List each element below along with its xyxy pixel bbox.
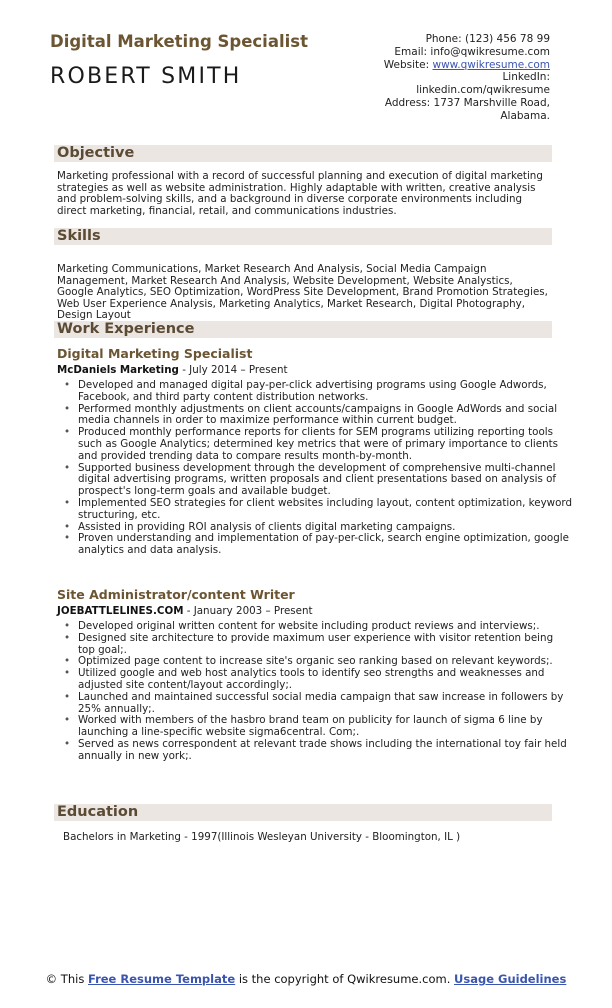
list-item: • Launched and maintained successful social media campaign that saw increase in followers by 25% annually;. [78,692,572,716]
job-2-bullets [58,621,572,763]
education-entry: Bachelors in Marketing - 1997(Illinois Wesleyan University - Bloomington, IL ) [63,831,461,843]
list-item: • Designed site architecture to provide maximum user experience with visitor retention being top goal;. [78,633,572,657]
job-title: Digital Marketing Specialist [50,32,308,51]
list-item: • Developed and managed digital pay-per-click advertising programs using Google Adwords, Facebook, and third party content distribution networks. [78,380,572,404]
list-item: • Utilized google and web host analytics tools to identify seo strengths and weaknesses and adjusted site content/layout accordingly;. [78,668,572,692]
person-name: ROBERT SMITH [50,64,242,89]
skills-heading-bar [54,228,552,245]
usage-guidelines-link[interactable]: Usage Guidelines [454,972,567,986]
education-heading-bar [54,804,552,821]
footer: © This Free Resume Template is the copyright of Qwikresume.com. Usage Guidelines [45,972,567,986]
job-1-dates: - July 2014 – Present [178,364,288,376]
contact-email: Email: info@qwikresume.com [394,45,550,58]
contact-address: Address: 1737 Marshville Road, [384,96,550,109]
list-item: • Worked with members of the hasbro brand team on publicity for launch of sigma 6 line by launching a line-specific website sigma6central. Com;. [78,715,572,739]
job-1-company-line [57,364,288,376]
list-item: • Assisted in providing ROI analysis of clients digital marketing campaigns. [78,522,572,534]
list-item: • Performed monthly adjustments on client accounts/campaigns in Google AdWords and social media channels in order to maximize performance within current budget. [78,404,572,428]
skills-heading: Skills [57,228,101,244]
list-item: • Developed original written content for website including product reviews and interviews;. [78,621,572,633]
list-item: • Served as news correspondent at relevant trade shows including the international toy fair held annually in new york;. [78,739,572,763]
work-heading-bar [54,321,552,338]
contact-phone: Phone: (123) 456 78 99 [425,33,550,45]
contact-address-line2: Alabama. [500,109,550,122]
job-1-bullets [58,380,572,557]
education-heading: Education [57,804,139,820]
list-item: • Produced monthly performance reports for clients for SEM programs utilizing reporting tools such as Google Analytics; determined key metrics that were of primary importance to clients and provided trending data to compare results month-by-month. [78,427,572,462]
objective-heading-bar [54,145,552,162]
website-link[interactable]: www.qwikresume.com [432,58,550,71]
contact-linkedin: linkedin.com/qwikresume [416,84,550,97]
job-2-title: Site Administrator/content Writer [57,587,295,602]
objective-text: Marketing professional with a record of successful planning and execution of digital marketing strategies as well as website administration. Highly adaptable with written, creative analysis and problem-solving skills, and a background in diverse corporate environments including direct marketing, financial, retail, and communications industries. [57,170,543,217]
contact-block [290,33,550,123]
job-2-company-line [57,605,313,617]
job-1-title: Digital Marketing Specialist [57,346,253,361]
objective-heading: Objective [57,145,135,161]
skills-text: Marketing Communications, Market Research And Analysis, Social Media Campaign Management, Market Research And Analysis, Website Development, Website Analystics, Google Analytics, SEO Optimization, WordPress Site Development, Brand Promotion Strategies, Web User Experience Analysis, Marketing Analytics, Market Research, Digital Photography, Design Layout [57,263,548,322]
job-2-company: JOEBATTLELINES.COM [57,605,184,617]
list-item: • Optimized page content to increase site's organic seo ranking based on relevant keywords;. [78,656,572,668]
contact-website: Website: www.qwikresume.com [383,58,550,71]
job-1-company: McDaniels Marketing [57,364,179,376]
work-heading: Work Experience [57,321,195,337]
list-item: • Supported business development through the development of comprehensive multi-channel digital advertising programs, written proposals and client presentations based on analysis of prospect's long-term goals and available budget. [78,463,572,498]
job-2-dates: - January 2003 – Present [183,605,313,617]
list-item: • Proven understanding and implementation of pay-per-click, search engine optimization, google analytics and data analysis. [78,533,572,557]
list-item: • Implemented SEO strategies for client websites including layout, content optimization, keyword structuring, etc. [78,498,572,522]
contact-linkedin-label: LinkedIn: [502,71,550,84]
free-resume-template-link[interactable]: Free Resume Template [87,972,236,986]
